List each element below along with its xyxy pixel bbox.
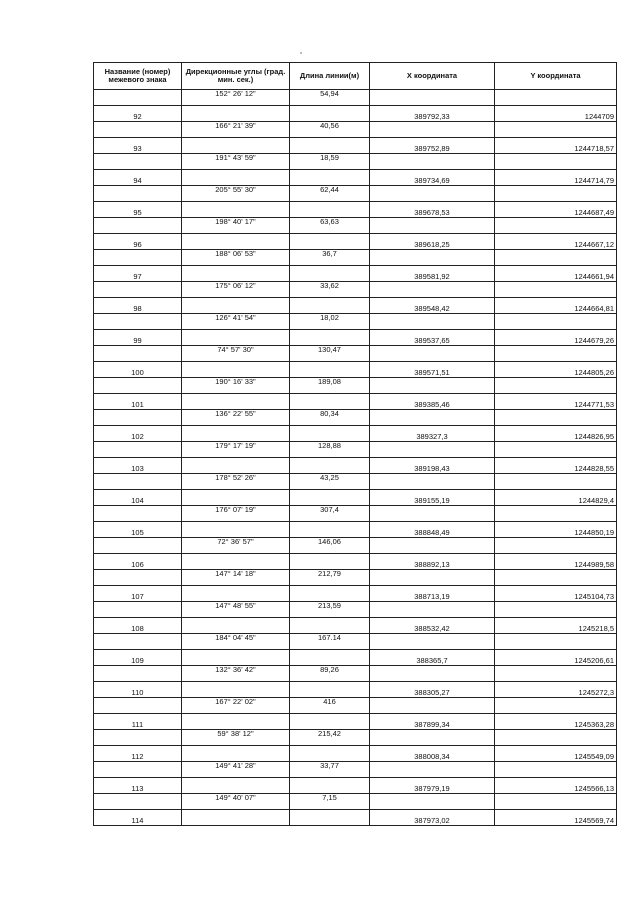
x-coordinate-cell: 388892,13 (370, 554, 495, 570)
line-length-cell (290, 618, 370, 634)
segment-row (94, 218, 617, 234)
marker-name-cell (94, 730, 182, 746)
x-coordinate-cell (370, 794, 495, 810)
segment-row (94, 698, 617, 714)
x-coordinate-cell (370, 410, 495, 426)
x-coordinate-cell: 388365,7 (370, 650, 495, 666)
segment-row (94, 506, 617, 522)
line-length-cell (290, 362, 370, 378)
line-length-cell (290, 426, 370, 442)
bearing-angle-cell (182, 138, 290, 154)
table-body (94, 90, 617, 826)
x-coordinate-cell (370, 666, 495, 682)
marker-name-cell (94, 506, 182, 522)
line-length-cell (290, 458, 370, 474)
bearing-angle-cell (182, 778, 290, 794)
y-coordinate-cell: 1245569,74 (495, 810, 617, 826)
segment-row (94, 250, 617, 266)
line-length-cell (290, 330, 370, 346)
segment-row (94, 442, 617, 458)
y-coordinate-cell (495, 90, 617, 106)
x-coordinate-cell: 389548,42 (370, 298, 495, 314)
y-coordinate-cell: 1244850,19 (495, 522, 617, 538)
segment-row (94, 666, 617, 682)
marker-row (94, 682, 617, 698)
y-coordinate-cell (495, 634, 617, 650)
bearing-angle-cell (182, 554, 290, 570)
marker-name-cell: 105 (94, 522, 182, 538)
x-coordinate-cell: 389537,65 (370, 330, 495, 346)
x-coordinate-cell (370, 506, 495, 522)
bearing-angle-cell: 72° 36' 57" (182, 538, 290, 554)
marker-name-cell: 111 (94, 714, 182, 730)
segment-row (94, 378, 617, 394)
marker-name-cell: 96 (94, 234, 182, 250)
y-coordinate-cell: 1244679,26 (495, 330, 617, 346)
bearing-angle-cell: 167° 22' 02" (182, 698, 290, 714)
y-coordinate-cell: 1244805,26 (495, 362, 617, 378)
line-length-cell: 63,63 (290, 218, 370, 234)
coordinates-table (93, 62, 617, 826)
marker-name-cell (94, 666, 182, 682)
segment-row (94, 794, 617, 810)
marker-name-cell (94, 122, 182, 138)
y-coordinate-cell: 1244661,94 (495, 266, 617, 282)
y-coordinate-cell: 1245549,09 (495, 746, 617, 762)
line-length-cell: 189,08 (290, 378, 370, 394)
marker-name-cell (94, 442, 182, 458)
y-coordinate-cell: 1244826,95 (495, 426, 617, 442)
bearing-angle-cell (182, 266, 290, 282)
segment-row (94, 538, 617, 554)
segment-row (94, 762, 617, 778)
x-coordinate-cell (370, 90, 495, 106)
line-length-cell: 36,7 (290, 250, 370, 266)
line-length-cell: 43,25 (290, 474, 370, 490)
marker-name-cell (94, 218, 182, 234)
line-length-cell: 167.14 (290, 634, 370, 650)
marker-row (94, 714, 617, 730)
marker-name-cell: 107 (94, 586, 182, 602)
segment-row (94, 314, 617, 330)
x-coordinate-cell: 387973,02 (370, 810, 495, 826)
y-coordinate-cell (495, 218, 617, 234)
marker-name-cell (94, 346, 182, 362)
bearing-angle-cell (182, 810, 290, 826)
line-length-cell (290, 394, 370, 410)
bearing-angle-cell: 176° 07' 19" (182, 506, 290, 522)
marker-name-cell (94, 90, 182, 106)
marker-row (94, 266, 617, 282)
marker-name-cell: 103 (94, 458, 182, 474)
marker-row (94, 810, 617, 826)
marker-name-cell: 106 (94, 554, 182, 570)
marker-row (94, 138, 617, 154)
y-coordinate-cell (495, 570, 617, 586)
line-length-cell: 7,15 (290, 794, 370, 810)
bearing-angle-cell (182, 650, 290, 666)
bearing-angle-cell (182, 426, 290, 442)
line-length-cell (290, 170, 370, 186)
x-coordinate-cell (370, 346, 495, 362)
y-coordinate-cell (495, 762, 617, 778)
y-coordinate-cell (495, 154, 617, 170)
line-length-cell (290, 490, 370, 506)
line-length-cell (290, 106, 370, 122)
line-length-cell (290, 586, 370, 602)
x-coordinate-cell: 388532,42 (370, 618, 495, 634)
x-coordinate-cell: 389155,19 (370, 490, 495, 506)
line-length-cell (290, 138, 370, 154)
x-coordinate-cell (370, 250, 495, 266)
line-length-cell: 80,34 (290, 410, 370, 426)
x-coordinate-cell (370, 378, 495, 394)
y-coordinate-cell (495, 282, 617, 298)
bearing-angle-cell: 149° 41' 28" (182, 762, 290, 778)
y-coordinate-cell: 1244664,81 (495, 298, 617, 314)
x-coordinate-cell (370, 602, 495, 618)
x-coordinate-cell: 389752,89 (370, 138, 495, 154)
marker-row (94, 778, 617, 794)
bearing-angle-cell (182, 586, 290, 602)
marker-name-cell: 95 (94, 202, 182, 218)
x-coordinate-cell (370, 762, 495, 778)
y-coordinate-cell: 1244718,57 (495, 138, 617, 154)
segment-row (94, 410, 617, 426)
y-coordinate-cell: 1244687,49 (495, 202, 617, 218)
marker-name-cell: 98 (94, 298, 182, 314)
y-coordinate-cell (495, 186, 617, 202)
x-coordinate-cell: 389618,25 (370, 234, 495, 250)
marker-row (94, 362, 617, 378)
y-coordinate-cell (495, 122, 617, 138)
line-length-cell (290, 714, 370, 730)
line-length-cell: 215,42 (290, 730, 370, 746)
marker-name-cell: 93 (94, 138, 182, 154)
x-coordinate-cell: 389385,46 (370, 394, 495, 410)
marker-name-cell (94, 474, 182, 490)
y-coordinate-cell: 1245272,3 (495, 682, 617, 698)
marker-name-cell: 100 (94, 362, 182, 378)
y-coordinate-cell: 1244667,12 (495, 234, 617, 250)
line-length-cell: 54,94 (290, 90, 370, 106)
marker-name-cell: 102 (94, 426, 182, 442)
line-length-cell: 128,88 (290, 442, 370, 458)
x-coordinate-cell (370, 218, 495, 234)
x-coordinate-cell: 389581,92 (370, 266, 495, 282)
line-length-cell (290, 234, 370, 250)
marker-name-cell: 92 (94, 106, 182, 122)
line-length-cell: 89,26 (290, 666, 370, 682)
x-coordinate-cell: 389327,3 (370, 426, 495, 442)
y-coordinate-cell (495, 410, 617, 426)
segment-row (94, 346, 617, 362)
line-length-cell (290, 746, 370, 762)
marker-name-cell (94, 570, 182, 586)
marker-row (94, 202, 617, 218)
bearing-angle-cell: 59° 38' 12" (182, 730, 290, 746)
marker-name-cell (94, 602, 182, 618)
bearing-angle-cell (182, 202, 290, 218)
marker-name-cell (94, 282, 182, 298)
line-length-cell: 212,79 (290, 570, 370, 586)
line-length-cell: 146,06 (290, 538, 370, 554)
scan-speck (300, 52, 302, 54)
y-coordinate-cell: 1244771,53 (495, 394, 617, 410)
line-length-cell: 416 (290, 698, 370, 714)
bearing-angle-cell: 147° 48' 55" (182, 602, 290, 618)
line-length-cell (290, 650, 370, 666)
x-coordinate-cell (370, 314, 495, 330)
x-coordinate-cell (370, 442, 495, 458)
marker-name-cell (94, 794, 182, 810)
x-coordinate-cell: 389198,43 (370, 458, 495, 474)
y-coordinate-cell: 1244828,55 (495, 458, 617, 474)
line-length-cell (290, 682, 370, 698)
y-coordinate-cell (495, 730, 617, 746)
marker-row (94, 746, 617, 762)
x-coordinate-cell: 389678,53 (370, 202, 495, 218)
line-length-cell: 33,77 (290, 762, 370, 778)
y-coordinate-cell (495, 666, 617, 682)
line-length-cell (290, 778, 370, 794)
bearing-angle-cell: 136° 22' 55" (182, 410, 290, 426)
header-bearing-angle: Дирекционные углы (град. мин. сек.) (182, 63, 290, 90)
marker-row (94, 522, 617, 538)
header-x-coordinate: X координата (370, 63, 495, 90)
bearing-angle-cell (182, 394, 290, 410)
y-coordinate-cell (495, 602, 617, 618)
y-coordinate-cell (495, 698, 617, 714)
x-coordinate-cell (370, 698, 495, 714)
y-coordinate-cell (495, 538, 617, 554)
segment-row (94, 186, 617, 202)
marker-name-cell: 112 (94, 746, 182, 762)
marker-name-cell (94, 314, 182, 330)
marker-row (94, 554, 617, 570)
marker-row (94, 394, 617, 410)
y-coordinate-cell (495, 314, 617, 330)
segment-row (94, 602, 617, 618)
x-coordinate-cell (370, 634, 495, 650)
x-coordinate-cell (370, 122, 495, 138)
bearing-angle-cell: 132° 36' 42" (182, 666, 290, 682)
bearing-angle-cell (182, 170, 290, 186)
x-coordinate-cell (370, 186, 495, 202)
y-coordinate-cell (495, 794, 617, 810)
x-coordinate-cell: 388848,49 (370, 522, 495, 538)
line-length-cell (290, 202, 370, 218)
line-length-cell (290, 554, 370, 570)
x-coordinate-cell (370, 282, 495, 298)
segment-row (94, 474, 617, 490)
x-coordinate-cell: 389734,69 (370, 170, 495, 186)
marker-name-cell (94, 698, 182, 714)
line-length-cell (290, 298, 370, 314)
y-coordinate-cell (495, 378, 617, 394)
marker-name-cell: 110 (94, 682, 182, 698)
line-length-cell: 130,47 (290, 346, 370, 362)
marker-row (94, 458, 617, 474)
bearing-angle-cell: 166° 21' 39" (182, 122, 290, 138)
marker-row (94, 490, 617, 506)
y-coordinate-cell (495, 346, 617, 362)
bearing-angle-cell (182, 330, 290, 346)
marker-name-cell: 109 (94, 650, 182, 666)
y-coordinate-cell (495, 474, 617, 490)
bearing-angle-cell (182, 714, 290, 730)
marker-name-cell: 97 (94, 266, 182, 282)
x-coordinate-cell: 387899,34 (370, 714, 495, 730)
x-coordinate-cell: 389571,51 (370, 362, 495, 378)
bearing-angle-cell: 147° 14' 18" (182, 570, 290, 586)
table-header-row (94, 63, 617, 90)
y-coordinate-cell (495, 442, 617, 458)
marker-row (94, 170, 617, 186)
y-coordinate-cell: 1244829,4 (495, 490, 617, 506)
marker-name-cell: 108 (94, 618, 182, 634)
marker-name-cell (94, 634, 182, 650)
segment-row (94, 730, 617, 746)
marker-name-cell: 101 (94, 394, 182, 410)
marker-name-cell (94, 410, 182, 426)
x-coordinate-cell (370, 730, 495, 746)
marker-row (94, 106, 617, 122)
marker-name-cell (94, 186, 182, 202)
bearing-angle-cell: 178° 52' 26" (182, 474, 290, 490)
boundary-coordinates-sheet (93, 62, 616, 826)
bearing-angle-cell: 126° 41' 54" (182, 314, 290, 330)
marker-name-cell: 113 (94, 778, 182, 794)
bearing-angle-cell: 198° 40' 17" (182, 218, 290, 234)
bearing-angle-cell: 179° 17' 19" (182, 442, 290, 458)
line-length-cell: 307,4 (290, 506, 370, 522)
segment-row (94, 282, 617, 298)
bearing-angle-cell: 74° 57' 30" (182, 346, 290, 362)
y-coordinate-cell: 1245206,61 (495, 650, 617, 666)
line-length-cell: 18,59 (290, 154, 370, 170)
segment-row (94, 122, 617, 138)
x-coordinate-cell: 388008,34 (370, 746, 495, 762)
marker-row (94, 426, 617, 442)
marker-name-cell (94, 538, 182, 554)
line-length-cell (290, 522, 370, 538)
marker-name-cell: 99 (94, 330, 182, 346)
y-coordinate-cell: 1244714,79 (495, 170, 617, 186)
line-length-cell: 40,56 (290, 122, 370, 138)
segment-row (94, 154, 617, 170)
x-coordinate-cell: 388305,27 (370, 682, 495, 698)
y-coordinate-cell: 1245218,5 (495, 618, 617, 634)
y-coordinate-cell (495, 506, 617, 522)
marker-name-cell: 94 (94, 170, 182, 186)
x-coordinate-cell (370, 538, 495, 554)
marker-name-cell (94, 762, 182, 778)
line-length-cell (290, 266, 370, 282)
x-coordinate-cell (370, 570, 495, 586)
x-coordinate-cell (370, 474, 495, 490)
segment-row (94, 90, 617, 106)
marker-row (94, 650, 617, 666)
x-coordinate-cell: 388713,19 (370, 586, 495, 602)
segment-row (94, 634, 617, 650)
bearing-angle-cell (182, 298, 290, 314)
line-length-cell: 213,59 (290, 602, 370, 618)
line-length-cell (290, 810, 370, 826)
header-y-coordinate: Y координата (495, 63, 617, 90)
marker-name-cell (94, 378, 182, 394)
marker-name-cell (94, 154, 182, 170)
marker-row (94, 234, 617, 250)
bearing-angle-cell: 205° 55' 30" (182, 186, 290, 202)
y-coordinate-cell: 1245566,13 (495, 778, 617, 794)
marker-name-cell (94, 250, 182, 266)
bearing-angle-cell: 188° 06' 53" (182, 250, 290, 266)
y-coordinate-cell: 1244709 (495, 106, 617, 122)
marker-name-cell: 104 (94, 490, 182, 506)
bearing-angle-cell: 149° 40' 07" (182, 794, 290, 810)
bearing-angle-cell (182, 106, 290, 122)
bearing-angle-cell: 175° 06' 12" (182, 282, 290, 298)
line-length-cell: 33,62 (290, 282, 370, 298)
header-marker-name: Название (номер) межевого знака (94, 63, 182, 90)
bearing-angle-cell (182, 234, 290, 250)
marker-row (94, 298, 617, 314)
line-length-cell: 62,44 (290, 186, 370, 202)
x-coordinate-cell: 387979,19 (370, 778, 495, 794)
bearing-angle-cell (182, 682, 290, 698)
bearing-angle-cell (182, 746, 290, 762)
bearing-angle-cell: 191° 43' 59" (182, 154, 290, 170)
marker-row (94, 330, 617, 346)
marker-row (94, 586, 617, 602)
bearing-angle-cell (182, 362, 290, 378)
line-length-cell: 18,02 (290, 314, 370, 330)
bearing-angle-cell (182, 522, 290, 538)
x-coordinate-cell: 389792,33 (370, 106, 495, 122)
y-coordinate-cell: 1245104,73 (495, 586, 617, 602)
bearing-angle-cell (182, 458, 290, 474)
marker-name-cell: 114 (94, 810, 182, 826)
x-coordinate-cell (370, 154, 495, 170)
bearing-angle-cell (182, 618, 290, 634)
segment-row (94, 570, 617, 586)
bearing-angle-cell (182, 490, 290, 506)
marker-row (94, 618, 617, 634)
y-coordinate-cell: 1245363,28 (495, 714, 617, 730)
bearing-angle-cell: 152° 26' 12" (182, 90, 290, 106)
y-coordinate-cell: 1244989,58 (495, 554, 617, 570)
bearing-angle-cell: 190° 16' 33" (182, 378, 290, 394)
header-line-length: Длина линии(м) (290, 63, 370, 90)
y-coordinate-cell (495, 250, 617, 266)
bearing-angle-cell: 184° 04' 45" (182, 634, 290, 650)
